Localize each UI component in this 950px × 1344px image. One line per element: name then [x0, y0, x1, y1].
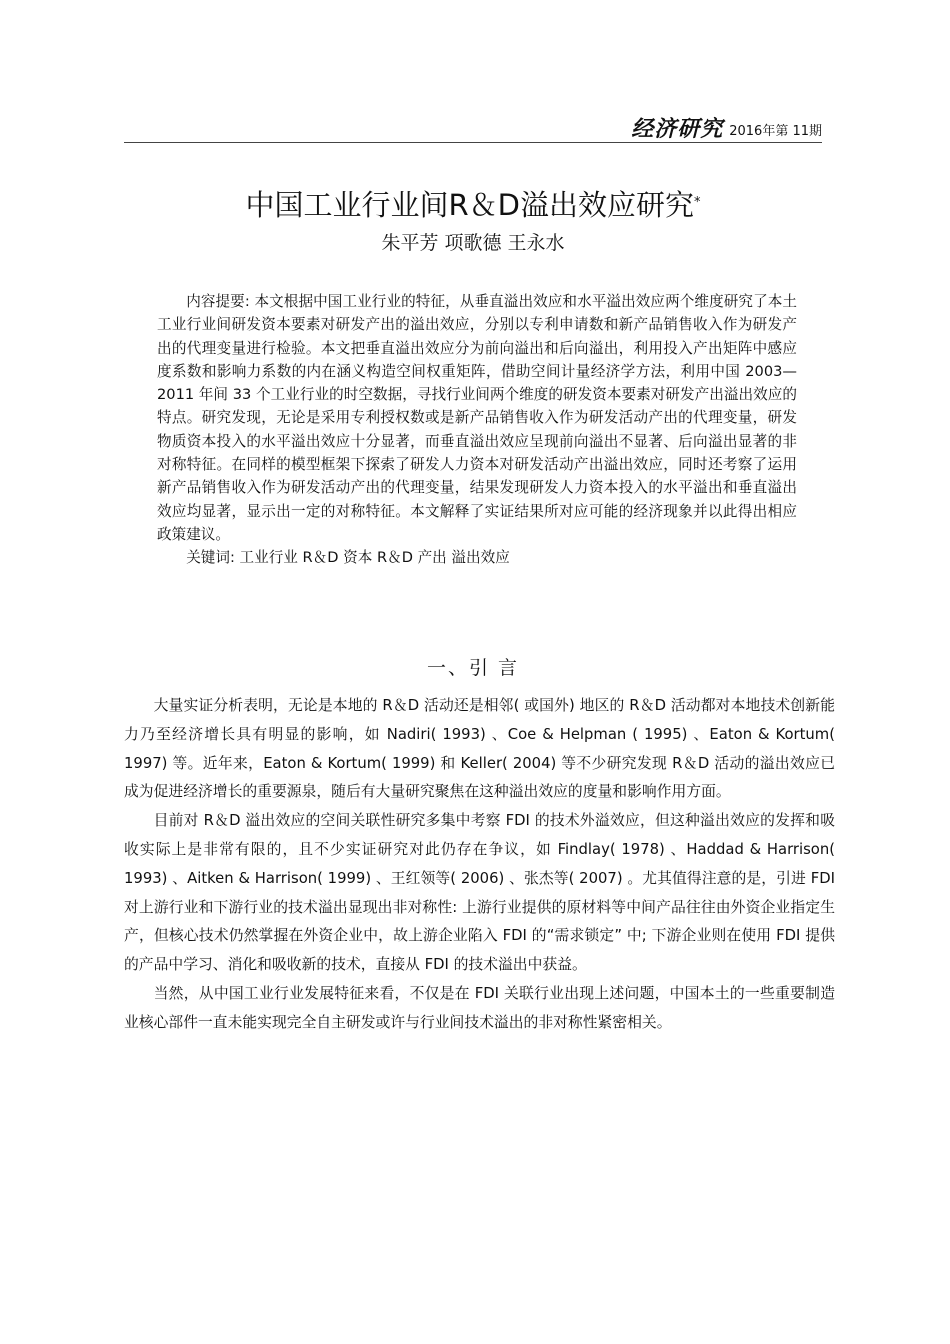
paragraph-3: 当然，从中国工业行业发展特征来看，不仅是在 FDI 关联行业出现上述问题，中国本土的一些重要制造业核心部件一直未能实现完全自主研发或许与行业间技术溢出的非对称性紧密相关。: [124, 984, 835, 1031]
author-list: 朱平芳 项歌德 王永水: [381, 232, 565, 254]
keywords: 关键词: 工业行业 R＆D 资本 R＆D 产出 溢出效应: [186, 549, 510, 567]
title-text: 中国工业行业间R＆D溢出效应研究: [245, 188, 694, 223]
abstract: [157, 290, 797, 570]
issue-label: 2016年第 11期: [729, 124, 822, 139]
header-rule: [124, 142, 822, 143]
paragraph-2: 目前对 R＆D 溢出效应的空间关联性研究多集中考察 FDI 的技术外溢效应，但这种溢出效应的发挥和吸收实际上是非常有限的，且不少实证研究对此仍存在争议，如 Findlay( 1978) 、Haddad & Harrison( 1993) 、Aitken & Harrison( 1999) 、王红领等( 2006) 、张杰等( 2007) 。尤其值得注意的是，引进 FDI 对上游行业和下游行业的技术溢出显现出非对称性: 上游行业提供的原材料等中间产品往往由外资企业指定生产，但核心技术仍然掌握在外资企业中，故上游企业陷入 FDI 的“需求锁定” 中; 下游企业则在使用 FDI 提供的产品中学习、消化和吸收新的技术，直接从 FDI 的技术溢出中获益。: [124, 812, 835, 974]
paragraph-1: 大量实证分析表明，无论是本地的 R＆D 活动还是相邻( 或国外) 地区的 R＆D 活动都对本地技术创新能力乃至经济增长具有明显的影响，如 Nadiri( 1993) 、Coe & Helpman ( 1995) 、Eaton & Kortum( 1997) 等。近年来，Eaton & Kortum( 1999) 和 Keller( 2004) 等不少研究发现 R＆D 活动的溢出效应已成为促进经济增长的重要源泉，随后有大量研究聚焦在这种溢出效应的度量和影响作用方面。: [124, 697, 835, 801]
title-footnote-mark: *: [693, 195, 701, 211]
article-title: [124, 183, 822, 227]
body-text: [124, 692, 835, 1038]
section-heading: 一、引 言: [426, 657, 520, 679]
journal-logo: 经济研究: [631, 116, 724, 142]
abstract-text: 内容提要: 本文根据中国工业行业的特征，从垂直溢出效应和水平溢出效应两个维度研究了本土工业行业间研发资本要素对研发产出的溢出效应，分别以专利申请数和新产品销售收入作为研发产出的代理变量进行检验。本文把垂直溢出效应分为前向溢出和后向溢出，利用投入产出矩阵中感应度系数和影响力系数的内在涵义构造空间权重矩阵，借助空间计量经济学方法，利用中国 2003—2011 年间 33 个工业行业的时空数据，寻找行业间两个维度的研发资本要素对研发产出溢出效应的特点。研究发现，无论是采用专利授权数或是新产品销售收入作为研发活动产出的代理变量，研发物质资本投入的水平溢出效应十分显著，而垂直溢出效应呈现前向溢出不显著、后向溢出显著的非对称特征。在同样的模型框架下探索了研发人力资本对研发活动产出溢出效应，同时还考察了运用新产品销售收入作为研发活动产出的代理变量，结果发现研发人力资本投入的水平溢出和垂直溢出效应均显著，显示出一定的对称特征。本文解释了实证结果所对应可能的经济现象并以此得出相应政策建议。: [157, 293, 797, 543]
page-header: [124, 112, 822, 142]
